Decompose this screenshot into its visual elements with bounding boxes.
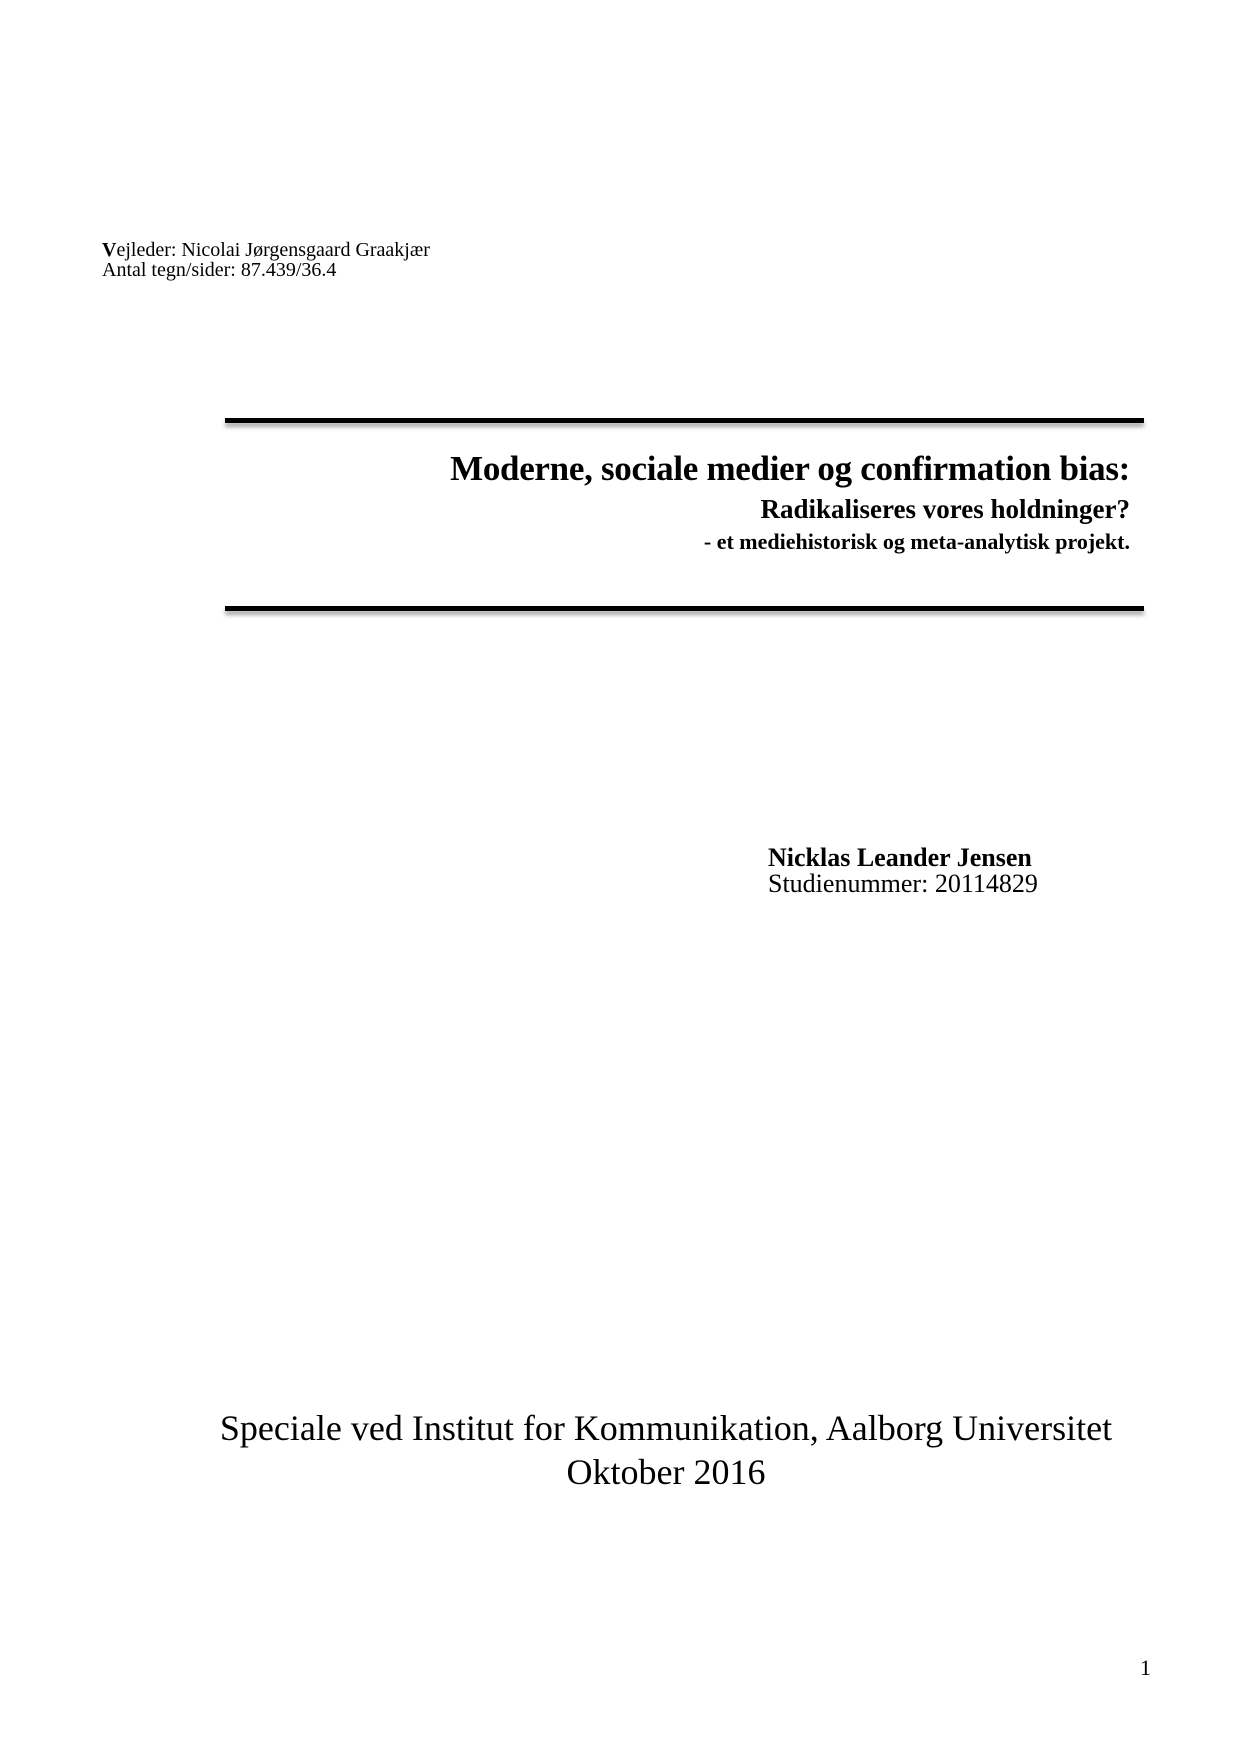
document-tagline: - et mediehistorisk og meta-analytisk projekt. xyxy=(703,529,1130,554)
bottom-divider xyxy=(225,606,1144,611)
document-title: Moderne, sociale medier og confirmation bias: xyxy=(450,449,1130,488)
character-page-count: Antal tegn/sider: 87.439/36.4 xyxy=(102,259,337,281)
supervisor-initial: V xyxy=(102,239,117,261)
author-name: Nicklas Leander Jensen xyxy=(768,843,1032,872)
page-number: 1 xyxy=(1140,1655,1151,1680)
top-divider xyxy=(225,418,1144,423)
supervisor-text: ejleder: Nicolai Jørgensgaard Graakjær xyxy=(116,239,430,261)
document-subtitle: Radikaliseres vores holdninger? xyxy=(760,494,1130,524)
supervisor-line xyxy=(102,240,430,260)
submission-date: Oktober 2016 xyxy=(566,1452,766,1492)
student-number: Studienummer: 20114829 xyxy=(768,869,1038,898)
institution-line: Speciale ved Institut for Kommunikation, Aalborg Universitet xyxy=(219,1408,1113,1448)
